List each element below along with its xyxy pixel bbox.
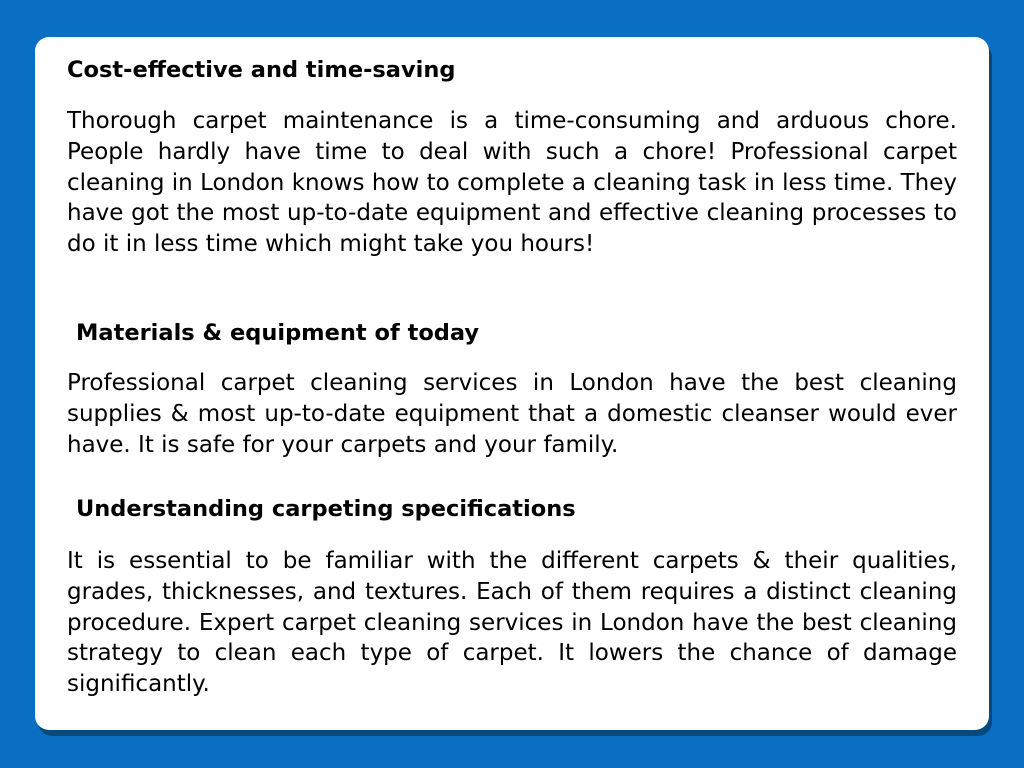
- section-body-cost-effective: Thorough carpet maintenance is a time-consuming and arduous chore. People hardly have time to deal with such a chore! Professional carpet cleaning in London knows how to complete a cleaning task in less time. They have got the most up-to-date equipment and effective cleaning processes to do it in less time which might take you hours!: [67, 108, 957, 258]
- section-body-specifications: It is essential to be familiar with the different carpets & their qualities, grades, thicknesses, and textures. Each of them requires a distinct cleaning procedure. Expert carpet cleaning services in London have the best cleaning strategy to clean each type of carpet. It lowers the chance of damage significantly.: [67, 548, 957, 698]
- section-heading-specifications: Understanding carpeting specifications: [76, 496, 576, 522]
- section-heading-materials: Materials & equipment of today: [76, 320, 480, 346]
- section-heading-cost-effective: Cost-effective and time-saving: [67, 57, 456, 83]
- section-body-materials: Professional carpet cleaning services in London have the best cleaning supplies & most up-to-date equipment that a domestic cleanser would ever have. It is safe for your carpets and your family.: [67, 370, 957, 458]
